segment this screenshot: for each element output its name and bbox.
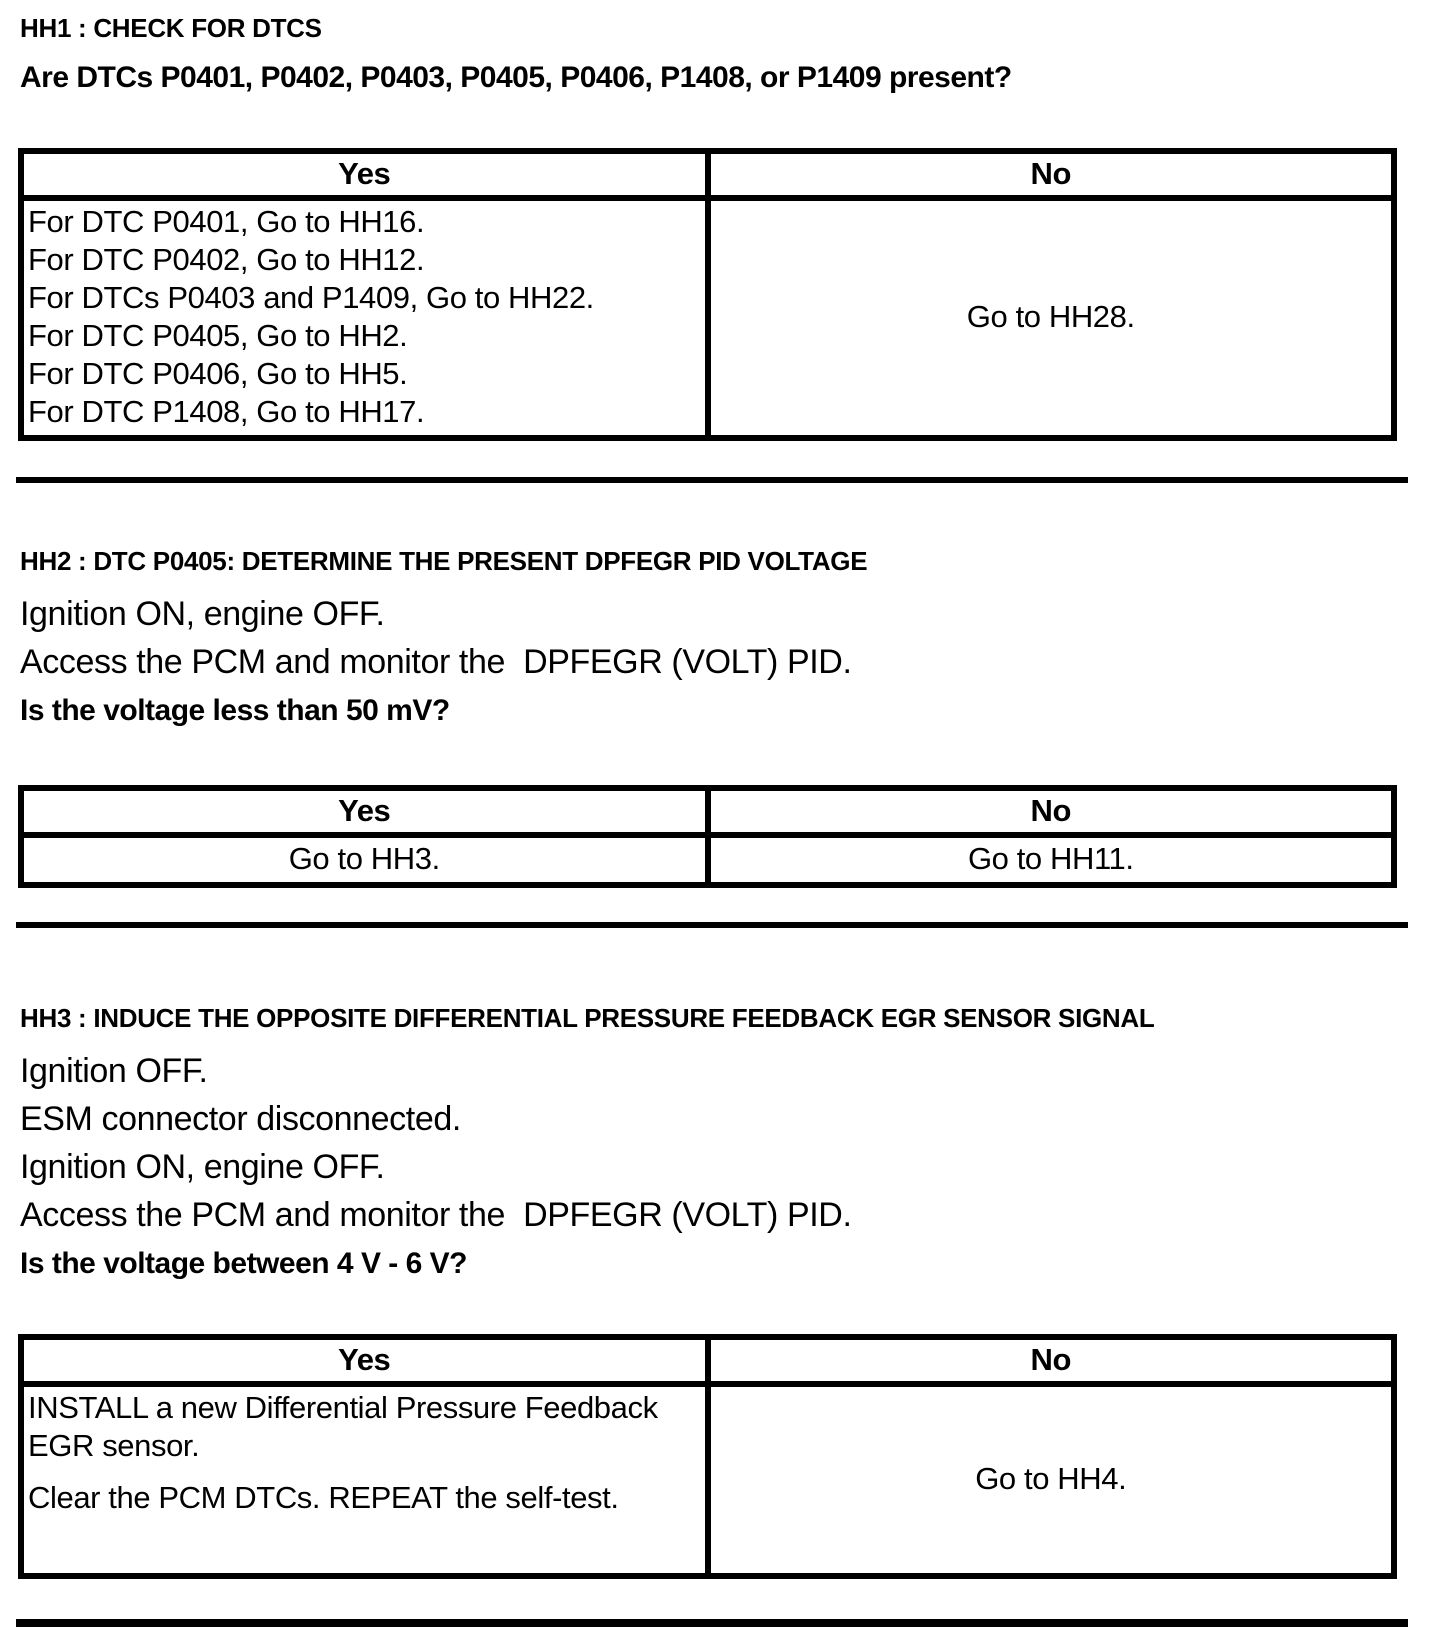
instruction-line: Ignition ON, engine OFF. [20,595,385,633]
section-hh2 [18,545,1440,888]
section-divider [16,477,1408,483]
no-action-cell [708,198,1395,438]
page-bottom-divider [16,1619,1408,1627]
decision-table-hh2 [18,785,1397,888]
no-action-text: Go to HH4. [975,1461,1127,1496]
no-action-cell [708,835,1395,885]
yes-action-line: For DTCs P0403 and P1409, Go to HH22. [28,280,594,315]
table-body-row [21,1384,1394,1576]
yes-actions-cell [21,198,708,438]
step-hh3-question: Is the voltage between 4 V - 6 V? [20,1247,467,1280]
table-body-row [21,835,1394,885]
table-header-row [21,1337,1394,1384]
decision-table-hh1 [18,148,1397,441]
yes-header-cell: Yes [21,788,708,835]
yes-action-text: Go to HH3. [288,841,440,876]
no-action-text: Go to HH11. [967,841,1134,876]
instruction-line: Ignition ON, engine OFF. [20,1148,385,1186]
instruction-line: Ignition OFF. [20,1052,208,1090]
no-action-cell [708,1384,1395,1576]
step-hh2-heading: HH2 : DTC P0405: DETERMINE THE PRESENT DPFEGR PID VOLTAGE [20,546,868,576]
no-header-cell: No [708,151,1395,198]
step-hh3-heading: HH3 : INDUCE THE OPPOSITE DIFFERENTIAL PRESSURE FEEDBACK EGR SENSOR SIGNAL [20,1003,1155,1033]
yes-action-line: For DTC P0402, Go to HH12. [28,242,425,277]
yes-action-line: For DTC P1408, Go to HH17. [28,394,425,429]
yes-action-paragraph: Clear the PCM DTCs. REPEAT the self-test. [28,1480,619,1515]
yes-actions-cell [21,1384,708,1576]
no-header-cell: No [708,788,1395,835]
no-action-text: Go to HH28. [966,299,1135,334]
table-body-row [21,198,1394,438]
yes-action-line: For DTC P0406, Go to HH5. [28,356,408,391]
no-header-cell: No [708,1337,1395,1384]
yes-action-paragraph: INSTALL a new Differential Pressure Feedback EGR sensor. [28,1390,666,1463]
instruction-line: Access the PCM and monitor the DPFEGR (VOLT) PID. [20,643,852,681]
step-hh2-question: Is the voltage less than 50 mV? [20,694,450,727]
yes-action-line: For DTC P0401, Go to HH16. [28,204,425,239]
instruction-line: Access the PCM and monitor the DPFEGR (VOLT) PID. [20,1196,852,1234]
table-header-row [21,151,1394,198]
section-hh1 [18,12,1440,441]
section-divider [16,922,1408,928]
decision-table-hh3 [18,1334,1397,1579]
yes-header-cell: Yes [21,1337,708,1384]
yes-action-line: For DTC P0405, Go to HH2. [28,318,408,353]
instruction-line: ESM connector disconnected. [20,1100,461,1138]
yes-action-cell [21,835,708,885]
step-hh1-heading: HH1 : CHECK FOR DTCS [20,13,322,43]
yes-header-cell: Yes [21,151,708,198]
step-hh1-question: Are DTCs P0401, P0402, P0403, P0405, P0406, P1408, or P1409 present? [20,61,1012,94]
section-hh3 [18,1002,1440,1579]
table-header-row [21,788,1394,835]
